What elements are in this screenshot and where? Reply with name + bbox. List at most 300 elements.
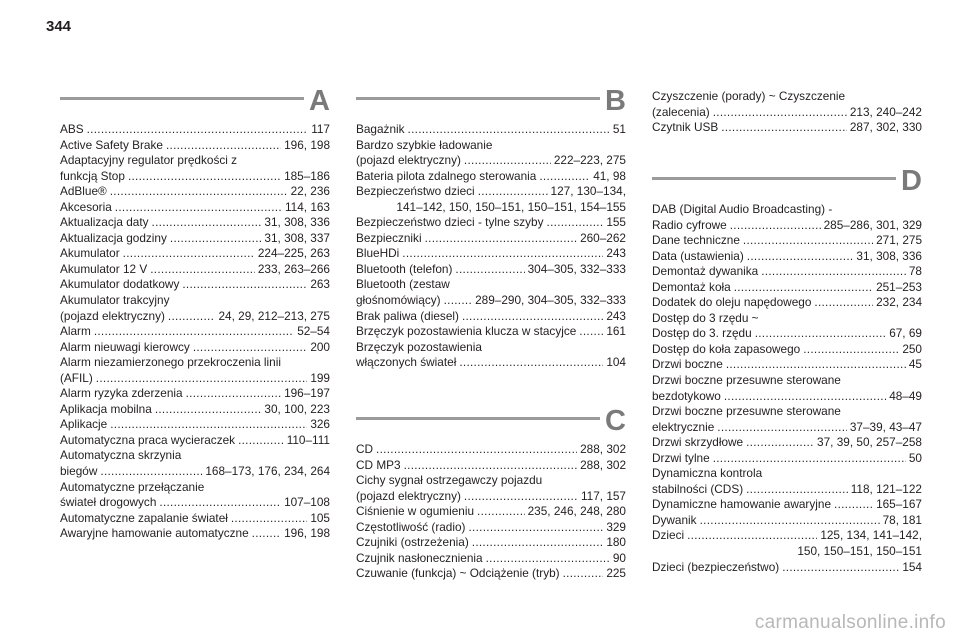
entry-pages: 287, 302, 330 — [849, 120, 922, 135]
index-section-b — [356, 85, 626, 371]
entry-line — [60, 371, 330, 387]
index-entry — [60, 153, 330, 184]
entry-term: Dostęp do koła zapasowego — [652, 341, 801, 356]
entry-term: (pojazd elektryczny) — [356, 488, 461, 503]
entry-term: Automatyczna praca wycieraczek — [60, 432, 236, 447]
entry-term: (pojazd elektryczny) — [356, 153, 461, 168]
entry-pages: 48–49 — [889, 388, 922, 403]
entry-term: Awaryjne hamowanie automatyczne — [60, 526, 249, 541]
entry-line — [60, 231, 330, 247]
leader-dots — [743, 233, 873, 249]
entry-term: Alarm nieuwagi kierowcy — [60, 339, 190, 354]
entry-pages-continued: 141–142, 150, 150–151, 150–151, 154–155 — [396, 199, 626, 214]
section-letter: A — [309, 85, 330, 117]
leader-dots — [110, 184, 288, 200]
entry-pages: 52–54 — [297, 324, 330, 339]
index-entry — [60, 138, 330, 154]
entry-term-prefix: Brzęczyk pozostawienia — [356, 339, 482, 354]
entry-line — [60, 495, 330, 511]
entry-line — [356, 504, 626, 520]
leader-dots — [547, 215, 604, 231]
index-entry — [652, 202, 922, 233]
entry-line — [60, 386, 330, 402]
index-entry — [652, 357, 922, 373]
entry-pages: 90 — [612, 550, 626, 565]
leader-dots — [186, 386, 281, 402]
leader-dots — [734, 280, 873, 296]
entry-line — [356, 355, 626, 371]
index-entry — [356, 340, 626, 371]
entry-pages: 51 — [612, 122, 626, 136]
entry-pages: 271, 275 — [876, 233, 922, 248]
leader-dots — [539, 169, 590, 185]
leader-dots — [755, 326, 887, 342]
index-entry — [356, 566, 626, 582]
leader-dots — [721, 120, 847, 136]
leader-dots — [455, 262, 524, 278]
entry-pages: 185–186 — [284, 168, 330, 183]
leader-dots — [579, 324, 603, 340]
entry-line — [652, 420, 922, 436]
index-entry — [652, 435, 922, 451]
index-entry — [356, 520, 626, 536]
entry-line — [356, 324, 626, 340]
entry-line — [356, 442, 626, 458]
entry-pages: 117 — [311, 122, 330, 136]
entry-line — [356, 535, 626, 551]
entry-term: CD — [356, 442, 374, 456]
entry-pages: 304–305, 332–333 — [527, 261, 626, 276]
index-entry — [652, 466, 922, 497]
entry-term-prefix: Automatyczne przełączanie — [60, 479, 205, 494]
leader-dots — [100, 464, 202, 480]
entry-term: Aktualizacja godziny — [60, 230, 167, 245]
leader-dots — [459, 355, 603, 371]
entry-pages: 326 — [310, 417, 330, 432]
index-entry — [356, 551, 626, 567]
entry-line — [60, 169, 330, 185]
entry-line — [60, 138, 330, 154]
entry-line — [60, 511, 330, 527]
entry-term: włączonych świateł — [356, 355, 457, 370]
entry-line — [652, 249, 922, 265]
entry-line — [356, 551, 626, 567]
entry-term: Akumulator dodatkowy — [60, 277, 180, 292]
entry-pages: 31, 308, 336 — [264, 215, 330, 230]
entry-term: Active Safety Brake — [60, 137, 163, 152]
entry-term: Dzieci (bezpieczeństwo) — [652, 559, 780, 574]
index-entry — [356, 324, 626, 340]
section-letter: C — [605, 405, 626, 437]
index-entry — [60, 262, 330, 278]
entry-term: Radio cyfrowe — [652, 217, 727, 232]
index-entry — [356, 473, 626, 504]
index-entry — [60, 433, 330, 449]
entry-pages: 250 — [902, 341, 922, 356]
index-entry — [60, 480, 330, 511]
index-entry — [652, 373, 922, 404]
leader-dots — [761, 264, 906, 280]
index-entry — [60, 293, 330, 324]
leader-dots — [814, 295, 873, 311]
entry-pages: 285–286, 301, 329 — [823, 217, 922, 232]
entry-term: Alarm ryzyka zderzenia — [60, 386, 183, 401]
index-entry — [60, 184, 330, 200]
entry-term: Dostęp do 3. rzędu — [652, 326, 752, 341]
entry-term-prefix: Dostęp do 3 rzędu ~ — [652, 310, 759, 325]
entry-pages: 78 — [908, 264, 922, 279]
entry-term: (zalecenia) — [652, 104, 710, 119]
entry-pages: 289–290, 304–305, 332–333 — [475, 293, 626, 308]
index-entry — [60, 122, 330, 138]
entry-pages: 213, 240–242 — [849, 104, 922, 119]
index-section-c — [356, 405, 626, 582]
section-header — [60, 85, 330, 117]
entry-pages: 260–262 — [580, 230, 626, 245]
entry-line — [652, 326, 922, 342]
entry-pages: 224–225, 263 — [257, 246, 330, 261]
leader-dots — [87, 122, 309, 138]
entry-list — [356, 442, 626, 582]
entry-line — [356, 262, 626, 278]
index-entry — [356, 231, 626, 247]
entry-line — [652, 105, 922, 121]
entry-line — [356, 153, 626, 169]
entry-term: Dynamiczne hamowanie awaryjne — [652, 497, 832, 512]
entry-pages: 243 — [606, 246, 626, 261]
entry-line — [60, 526, 330, 542]
entry-term: Drzwi skrzydłowe — [652, 435, 744, 450]
entry-line — [652, 389, 922, 405]
entry-term: Dywanik — [652, 512, 697, 527]
leader-dots — [168, 309, 216, 325]
entry-line — [60, 246, 330, 262]
entry-line — [356, 246, 626, 262]
entry-term: ABS — [60, 122, 84, 136]
index-entry — [652, 89, 922, 120]
leader-dots — [700, 513, 880, 529]
entry-pages: 288, 302 — [580, 457, 626, 472]
leader-dots — [128, 169, 281, 185]
leader-dots — [486, 551, 610, 567]
entry-term: Aktualizacja daty — [60, 215, 149, 230]
entry-pages: 78, 181 — [882, 512, 922, 527]
entry-pages: 154 — [902, 559, 922, 574]
leader-dots — [724, 389, 886, 405]
entry-line — [652, 357, 922, 373]
leader-dots — [170, 231, 262, 247]
entry-line — [652, 342, 922, 358]
index-entry — [652, 528, 922, 559]
entry-pages: 110–111 — [286, 432, 330, 447]
index-entry — [652, 249, 922, 265]
entry-term: elektrycznie — [652, 419, 715, 434]
entry-line — [60, 215, 330, 231]
entry-pages: 168–173, 176, 234, 264 — [205, 464, 330, 479]
index-entry — [652, 451, 922, 467]
entry-term: Czuwanie (funkcja) ~ Odciążenie (tryb) — [356, 566, 560, 581]
entry-line — [652, 120, 922, 136]
index-entry — [652, 311, 922, 342]
index-entry — [356, 138, 626, 169]
entry-pages: 117, 157 — [580, 488, 626, 503]
entry-line — [356, 215, 626, 231]
entry-pages: 22, 236 — [290, 184, 330, 199]
index-entry — [356, 184, 626, 215]
index-entry — [652, 280, 922, 296]
entry-term: Ciśnienie w ogumieniu — [356, 504, 475, 519]
entry-pages: 24, 29, 212–213, 275 — [218, 308, 330, 323]
entry-line — [652, 497, 922, 513]
entry-pages: 31, 308, 337 — [264, 230, 330, 245]
index-entry — [60, 448, 330, 479]
entry-line — [652, 513, 922, 529]
entry-line — [652, 528, 922, 544]
index-entry — [60, 340, 330, 356]
leader-dots — [159, 495, 281, 511]
index-entry — [60, 355, 330, 386]
index-entry — [652, 342, 922, 358]
entry-pages: 67, 69 — [889, 326, 922, 341]
index-entry — [60, 215, 330, 231]
entry-term: biegów — [60, 464, 98, 479]
section-header — [356, 85, 626, 117]
leader-dots — [182, 277, 307, 293]
entry-pages: 41, 98 — [593, 168, 626, 183]
index-entry — [60, 511, 330, 527]
index-entry — [652, 404, 922, 435]
leader-dots — [150, 262, 255, 278]
index-entry — [356, 442, 626, 458]
entry-term-prefix: Drzwi boczne przesuwne sterowane — [652, 373, 841, 388]
index-entry — [356, 262, 626, 278]
entry-pages: 114, 163 — [284, 199, 330, 214]
entry-term: AdBlue® — [60, 184, 107, 199]
entry-term: Drzwi tylne — [652, 450, 710, 465]
leader-dots — [478, 184, 548, 200]
index-entry — [60, 231, 330, 247]
leader-dots — [803, 342, 899, 358]
entry-pages: 263 — [310, 277, 330, 292]
section-letter: B — [605, 85, 626, 117]
entry-line — [652, 435, 922, 451]
index-entry — [60, 246, 330, 262]
entry-pages: 127, 130–134, — [550, 184, 626, 199]
entry-term: Czujnik nasłonecznienia — [356, 550, 483, 565]
entry-term: Automatyczne zapalanie świateł — [60, 510, 228, 525]
entry-line — [60, 262, 330, 278]
entry-line — [356, 489, 626, 505]
entry-pages: 30, 100, 223 — [264, 401, 330, 416]
entry-line — [356, 231, 626, 247]
entry-pages: 104 — [606, 355, 626, 370]
index-section-d — [652, 165, 922, 575]
entry-term: Alarm — [60, 324, 91, 339]
entry-term: Częstotliwość (radio) — [356, 519, 466, 534]
entry-pages: 196, 198 — [284, 137, 330, 152]
leader-dots — [730, 218, 821, 234]
entry-line — [356, 520, 626, 536]
entry-pages: 45 — [908, 357, 922, 372]
entry-line — [60, 402, 330, 418]
entry-term: bezdotykowo — [652, 388, 721, 403]
leader-dots — [152, 215, 262, 231]
entry-term: Akumulator — [60, 246, 120, 261]
entry-term: Demontaż dywanika — [652, 264, 759, 279]
leader-dots — [713, 451, 906, 467]
entry-term: Dodatek do oleju napędowego — [652, 295, 812, 310]
entry-line — [60, 324, 330, 340]
entry-line — [652, 451, 922, 467]
entry-term: Czytnik USB — [652, 120, 719, 135]
leader-dots — [462, 309, 603, 325]
index-entry — [60, 200, 330, 216]
entry-line — [60, 433, 330, 449]
entry-pages: 161 — [606, 324, 626, 339]
index-entry — [652, 233, 922, 249]
leader-dots — [425, 231, 577, 247]
leader-dots — [376, 442, 577, 458]
entry-pages: 329 — [606, 519, 626, 534]
entry-term-prefix: Drzwi boczne przesuwne sterowane — [652, 404, 841, 419]
index-entry — [652, 497, 922, 513]
index-entry — [356, 122, 626, 138]
leader-dots — [782, 560, 899, 576]
index-entry — [356, 277, 626, 308]
leader-dots — [747, 249, 854, 265]
entry-term: Bezpieczeństwo dzieci - tylne szyby — [356, 215, 544, 230]
entry-line — [356, 566, 626, 582]
entry-pages: 107–108 — [284, 495, 330, 510]
section-letter: D — [901, 165, 922, 197]
entry-term: Czujniki (ostrzeżenia) — [356, 535, 469, 550]
entry-term: Bateria pilota zdalnego sterowania — [356, 168, 537, 183]
entry-pages: 155 — [606, 215, 626, 230]
leader-dots — [477, 504, 525, 520]
leader-dots — [468, 520, 603, 536]
entry-term-prefix: Bardzo szybkie ładowanie — [356, 137, 493, 152]
entry-pages: 180 — [606, 535, 626, 550]
leader-dots — [238, 433, 284, 449]
entry-line — [652, 295, 922, 311]
index-entry — [60, 526, 330, 542]
leader-dots — [464, 153, 551, 169]
entry-term: CD MP3 — [356, 457, 401, 472]
entry-line — [60, 200, 330, 216]
index-entry — [652, 295, 922, 311]
leader-dots — [687, 528, 817, 544]
entry-pages: 196, 198 — [284, 526, 330, 541]
entry-pages: 50 — [908, 450, 922, 465]
index-entry — [356, 246, 626, 262]
entry-term-prefix: Dynamiczna kontrola — [652, 466, 763, 481]
entry-pages: 233, 263–266 — [257, 261, 330, 276]
index-entry — [356, 504, 626, 520]
leader-dots — [563, 566, 604, 582]
leader-dots — [155, 402, 262, 418]
entry-term-prefix: Automatyczna skrzynia — [60, 448, 182, 463]
entry-term: Akcesoria — [60, 199, 112, 214]
entry-term: Dane techniczne — [652, 233, 740, 248]
entry-pages: 37, 39, 50, 257–258 — [817, 435, 922, 450]
entry-term: Brzęczyk pozostawienia klucza w stacyjce — [356, 324, 577, 339]
entry-term: (AFIL) — [60, 370, 93, 385]
section-header — [356, 405, 626, 437]
entry-line — [60, 122, 330, 138]
entry-term: Bezpieczniki — [356, 230, 422, 245]
leader-dots — [472, 535, 604, 551]
leader-dots — [123, 246, 255, 262]
entry-term: stabilności (CDS) — [652, 481, 744, 496]
index-entry — [652, 264, 922, 280]
entry-term: Drzwi boczne — [652, 357, 723, 372]
leader-dots — [402, 246, 603, 262]
leader-dots — [94, 324, 294, 340]
index-section-c-continued — [652, 89, 922, 136]
leader-dots — [713, 105, 847, 121]
index-entry — [356, 535, 626, 551]
entry-line — [652, 233, 922, 249]
entry-term-prefix: Alarm niezamierzonego przekroczenia linii — [60, 355, 281, 370]
entry-pages: 235, 246, 248, 280 — [527, 504, 626, 519]
entry-line — [652, 482, 922, 498]
entry-pages: 37–39, 43–47 — [849, 419, 922, 434]
entry-pages: 31, 308, 336 — [856, 248, 922, 263]
entry-term: głośnomówiący) — [356, 293, 441, 308]
leader-dots — [464, 489, 578, 505]
entry-pages: 243 — [606, 308, 626, 323]
entry-line — [60, 184, 330, 200]
entry-term: Bezpieczeństwo dzieci — [356, 184, 475, 199]
entry-term-prefix: Cichy sygnał ostrzegawczy pojazdu — [356, 473, 543, 488]
section-divider — [652, 177, 896, 180]
entry-pages: 225 — [606, 566, 626, 581]
entry-pages-continued: 150, 150–151, 150–151 — [797, 544, 922, 559]
entry-line — [356, 293, 626, 309]
leader-dots — [726, 357, 906, 373]
index-entry — [356, 215, 626, 231]
entry-line — [60, 277, 330, 293]
entry-term: Brak paliwa (diesel) — [356, 308, 459, 323]
entry-line — [60, 340, 330, 356]
entry-term-prefix: Czyszczenie (porady) ~ Czyszczenie — [652, 89, 846, 103]
entry-line — [60, 417, 330, 433]
entry-term: BlueHDi — [356, 246, 400, 261]
entry-term: Bagażnik — [356, 122, 405, 136]
entry-pages: 200 — [310, 339, 330, 354]
index-entry — [60, 417, 330, 433]
entry-term: Demontaż koła — [652, 279, 731, 294]
index-entry — [356, 169, 626, 185]
page-number: 344 — [46, 18, 72, 35]
leader-dots — [408, 122, 610, 138]
entry-pages: 288, 302 — [580, 442, 626, 456]
index-entry — [356, 458, 626, 474]
entry-pages: 165–167 — [876, 497, 922, 512]
entry-term: Aplikacje — [60, 417, 108, 432]
leader-dots — [746, 482, 848, 498]
section-header — [652, 165, 922, 197]
leader-dots — [231, 511, 307, 527]
entry-pages: 199 — [310, 370, 330, 385]
entry-term: świateł drogowych — [60, 495, 157, 510]
index-entry — [60, 277, 330, 293]
entry-list — [356, 122, 626, 371]
entry-line — [652, 264, 922, 280]
entry-list — [652, 89, 922, 136]
leader-dots — [444, 293, 473, 309]
entry-line — [652, 218, 922, 234]
